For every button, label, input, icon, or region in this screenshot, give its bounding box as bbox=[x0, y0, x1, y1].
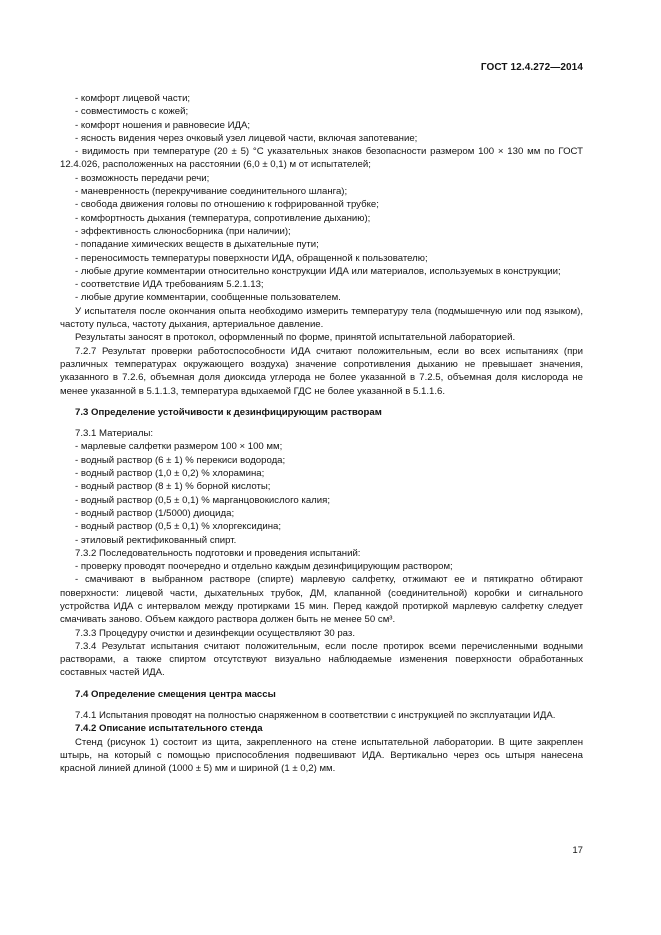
paragraph: 7.2.7 Результат проверки работоспособности ИДА считают положительным, если во всех испытаниях (при различных температурах окружающего воздуха) значение сопротивления дыханию не превышает значения, указанного в 7.2.6, объемная доля диоксида углерода не более указанной в 7.2.5, объемная доля кислорода не менее указанной в 5.1.1.3, температура вдыхаемой ГДС не более указанной в 5.1.1.6. bbox=[60, 345, 583, 397]
list-item: - переносимость температуры поверхности ИДА, обращенной к пользователю; bbox=[75, 252, 428, 264]
paragraph: 7.3.3 Процедуру очистки и дезинфекции осуществляют 30 раз. bbox=[75, 627, 355, 639]
list-item: - эффективность слюносборника (при наличии); bbox=[75, 225, 291, 237]
list-item: - водный раствор (6 ± 1) % перекиси водорода; bbox=[75, 454, 286, 466]
list-item: - комфорт ношения и равновесие ИДА; bbox=[75, 119, 251, 131]
paragraph: 7.3.2 Последовательность подготовки и проведения испытаний: bbox=[75, 547, 361, 559]
list-item: - водный раствор (0,5 ± 0,1) % марганцовокислого калия; bbox=[75, 494, 330, 506]
list-item: - комфорт лицевой части; bbox=[75, 93, 191, 104]
paragraph: Стенд (рисунок 1) состоит из щита, закрепленного на стене испытательной лаборатории. В щите закреплен штырь, на который с помощью приспособления подвешивают ИДА. Вертикально через ось штыря нанесена красной линией длиной (1000 ± 5) мм и шириной (1 ± 0,2) мм. bbox=[60, 736, 583, 775]
list-item: - любые другие комментарии, сообщенные пользователем. bbox=[75, 292, 341, 304]
list-item: - проверку проводят поочередно и отдельно каждым дезинфицирующим раствором; bbox=[75, 561, 453, 573]
list-item: - водный раствор (1,0 ± 0,2) % хлорамина; bbox=[75, 468, 265, 480]
section-heading-7-4: 7.4 Определение смещения центра массы bbox=[75, 688, 276, 700]
list-item: - марлевые салфетки размером 100 × 100 мм; bbox=[75, 441, 283, 453]
list-item: - ясность видения через очковый узел лицевой части, включая запотевание; bbox=[75, 132, 418, 144]
list-item: - этиловый ректификованный спирт. bbox=[75, 534, 237, 546]
list-item: - водный раствор (8 ± 1) % борной кислоты; bbox=[75, 481, 271, 493]
document-header: ГОСТ 12.4.272—2014 bbox=[480, 62, 583, 73]
paragraph: 7.3.1 Материалы: bbox=[75, 428, 154, 440]
paragraph: 7.3.4 Результат испытания считают положительным, если после протирок всеми перечисленными водными растворами, а также спиртом отсутствуют визуально наблюдаемые изменения поверхности обработанных составных частей ИДА. bbox=[60, 640, 583, 679]
document-body bbox=[60, 92, 583, 776]
list-item: - смачивают в выбранном растворе (спирте) марлевую салфетку, отжимают ее и пятикратно обтирают поверхности: лицевой части, дыхательных трубок, ДМ, клапанной (соединительной) коробки и сигнального устройства ИДА с интервалом между протирками 15 мин. Перед каждой протиркой марлевую салфетку следует смачивать заново. Объем каждого раствора должен быть не менее 50 см³. bbox=[60, 574, 583, 626]
list-item: - соответствие ИДА требованиям 5.2.1.13; bbox=[75, 279, 264, 291]
paragraph: У испытателя после окончания опыта необходимо измерить температуру тела (подмышечную или под языком), частоту пульса, частоту дыхания, артериальное давление. bbox=[60, 305, 583, 331]
list-item: - комфортность дыхания (температура, сопротивление дыханию); bbox=[75, 212, 371, 224]
page-number: 17 bbox=[572, 845, 583, 856]
list-item: - совместимость с кожей; bbox=[75, 106, 189, 118]
list-item: - свобода движения головы по отношению к гофрированной трубке; bbox=[75, 199, 379, 211]
list-item: - попадание химических веществ в дыхательные пути; bbox=[75, 239, 319, 251]
section-heading-7-3: 7.3 Определение устойчивости к дезинфицирующим растворам bbox=[75, 406, 382, 418]
list-item: - водный раствор (1/5000) диоцида; bbox=[75, 507, 235, 519]
list-item: - возможность передачи речи; bbox=[75, 172, 210, 184]
list-item: - любые другие комментарии относительно конструкции ИДА или материалов, используемых в конструкции; bbox=[75, 265, 561, 277]
paragraph: Результаты заносят в протокол, оформленный по форме, принятой испытательной лабораторией. bbox=[75, 332, 516, 344]
list-item: - видимость при температуре (20 ± 5) °С указательных знаков безопасности размером 100 × 130 мм по ГОСТ 12.4.026, расположенных на расстоянии (6,0 ± 0,1) м от испытателей; bbox=[60, 146, 583, 171]
subsection-heading-7-4-2: 7.4.2 Описание испытательного стенда bbox=[75, 723, 263, 735]
paragraph: 7.4.1 Испытания проводят на полностью снаряженном в соответствии с инструкцией по эксплуатации ИДА. bbox=[75, 710, 556, 722]
list-item: - маневренность (перекручивание соединительного шланга); bbox=[75, 186, 348, 198]
list-item: - водный раствор (0,5 ± 0,1) % хлоргексидина; bbox=[75, 521, 282, 533]
